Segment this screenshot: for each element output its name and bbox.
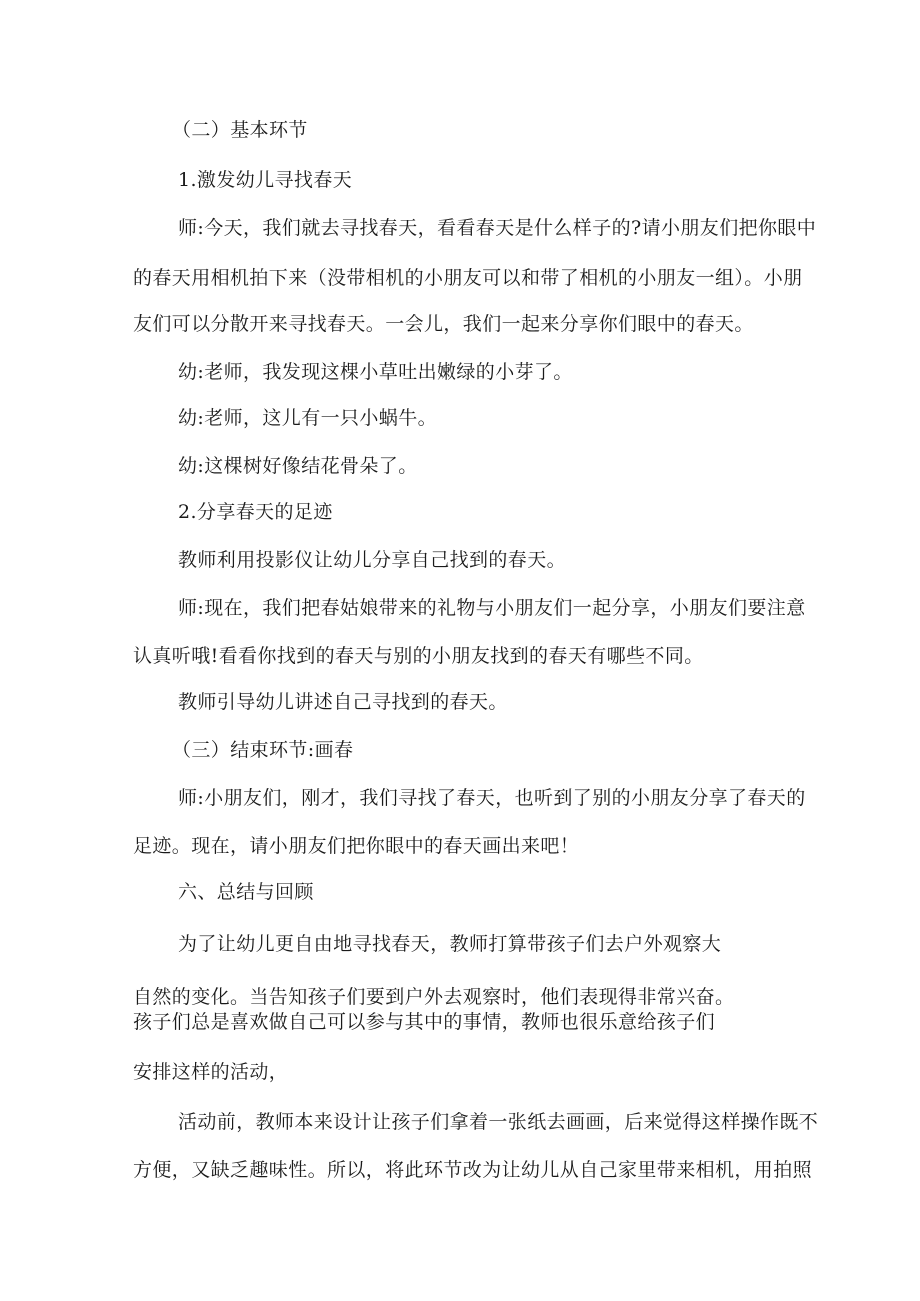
dialogue-line: 幼:老师，我发现这棵小草吐出嫩绿的小芽了。 [178, 361, 573, 383]
paragraph-line: 认真听哦!看看你找到的春天与别的小朋友找到的春天有哪些不同。 [133, 645, 704, 667]
dialogue-line: 幼:这棵树好像结花骨朵了。 [178, 455, 418, 477]
paragraph-line: 孩子们总是喜欢做自己可以参与其中的事情，教师也很乐意给孩子们 [133, 1011, 716, 1033]
section-heading-basic: （二）基本环节 [172, 119, 308, 141]
paragraph-line: 师:现在，我们把春姑娘带来的礼物与小朋友们一起分享，小朋友们要注意 [178, 597, 806, 619]
section-heading-ending: （三）结束环节:画春 [172, 739, 354, 761]
paragraph-line: 为了让幼儿更自由地寻找春天，教师打算带孩子们去户外观察大 [178, 933, 722, 955]
paragraph-line: 活动前，教师本来设计让孩子们拿着一张纸去画画，后来觉得这样操作既不 [178, 1111, 819, 1133]
paragraph-line: 的春天用相机拍下来（没带相机的小朋友可以和带了相机的小朋友一组）。小朋 [133, 267, 803, 289]
paragraph-line: 方便，又缺乏趣味性。所以，将此环节改为让幼儿从自己家里带来相机，用拍照 [133, 1159, 813, 1181]
dialogue-line: 幼:老师，这儿有一只小蜗牛。 [178, 407, 438, 429]
paragraph-line: 教师引导幼儿讲述自己寻找到的春天。 [178, 691, 508, 713]
paragraph-line: 自然的变化。当告知孩子们要到户外去观察时，他们表现得非常兴奋。 [133, 986, 735, 1008]
paragraph-line: 安排这样的活动， [133, 1061, 289, 1083]
paragraph-line: 师:今天，我们就去寻找春天，看看春天是什么样子的?请小朋友们把你眼中 [178, 217, 817, 239]
paragraph-line: 教师利用投影仪让幼儿分享自己找到的春天。 [178, 549, 567, 571]
section-heading-summary: 六、总结与回顾 [178, 881, 314, 903]
paragraph-line: 友们可以分散开来寻找春天。一会儿，我们一起来分享你们眼中的春天。 [133, 313, 754, 335]
subheading-stimulate: 1.激发幼儿寻找春天 [178, 169, 353, 191]
paragraph-line: 足迹。现在，请小朋友们把你眼中的春天画出来吧！ [133, 835, 580, 857]
subheading-share: 2.分享春天的足迹 [178, 501, 333, 523]
paragraph-line: 师:小朋友们，刚才，我们寻找了春天，也听到了别的小朋友分享了春天的 [178, 787, 806, 809]
